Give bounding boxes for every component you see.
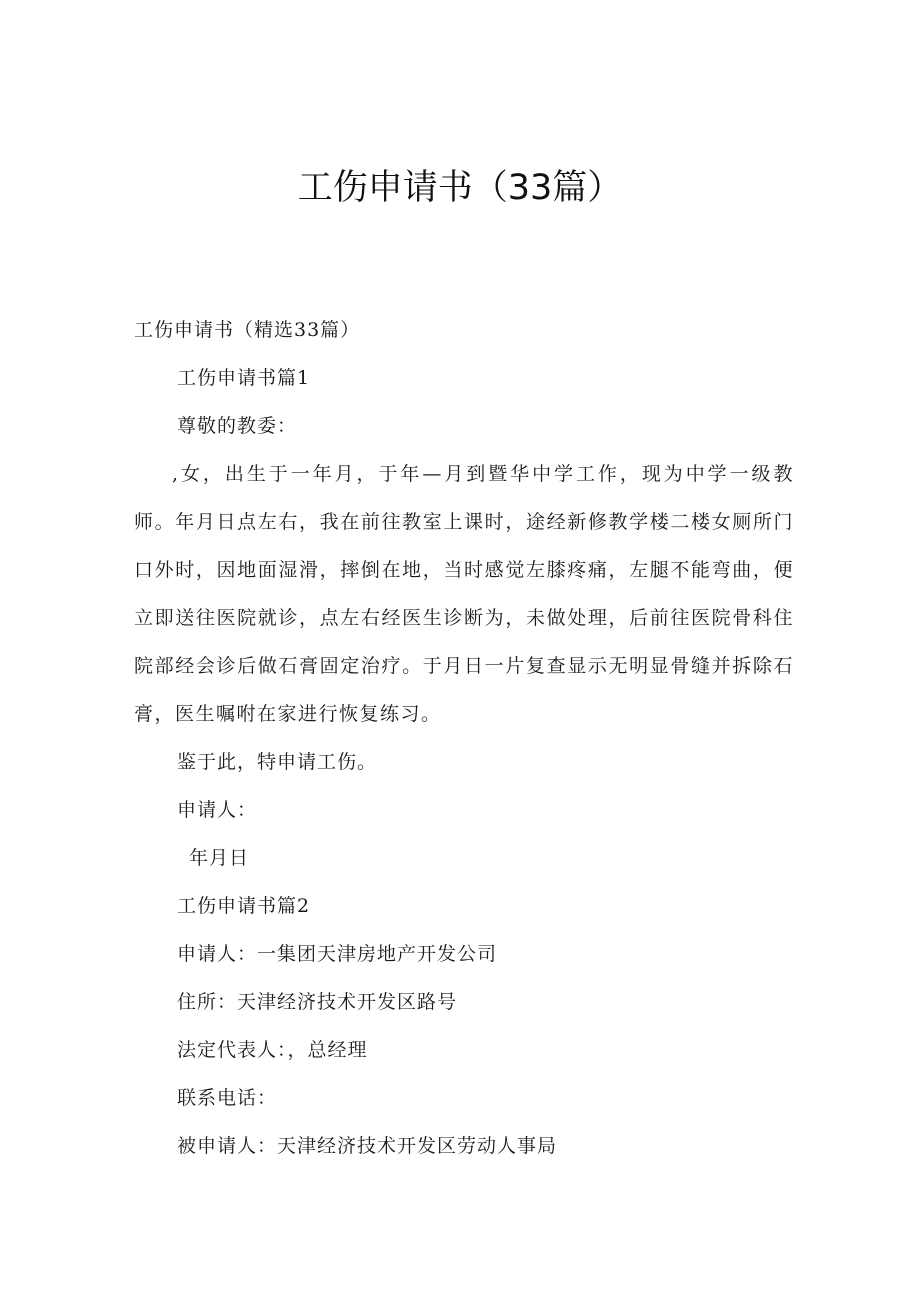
document-body bbox=[134, 306, 794, 1170]
section1-body: ,女，出生于一年月，于年—月到暨华中学工作，现为中学一级教师。年月日点左右，我在前往教室上课时，途经新修教学楼二楼女厕所门口外时，因地面湿滑，摔倒在地，当时感觉左膝疼痛，左腿不能弯曲，便立即送往医院就诊，点左右经医生诊断为，未做处理，后前往医院骨科住院部经会诊后做石膏固定治疗。于月日一片复查显示无明显骨缝并拆除石膏，医生嘱咐在家进行恢复练习。 bbox=[134, 463, 794, 725]
section2-address: 住所：天津经济技术开发区路号 bbox=[177, 991, 458, 1013]
section2-applicant: 申请人：一集团天津房地产开发公司 bbox=[177, 943, 498, 965]
section2-respondent: 被申请人：天津经济技术开发区劳动人事局 bbox=[177, 1135, 558, 1157]
section1-conclusion: 鉴于此，特申请工伤。 bbox=[177, 751, 378, 773]
section2-heading: 工伤申请书篇2 bbox=[177, 895, 311, 917]
section1-salutation: 尊敬的教委： bbox=[177, 415, 298, 437]
section1-applicant-label: 申请人： bbox=[177, 799, 258, 821]
section1-heading: 工伤申请书篇1 bbox=[177, 367, 311, 389]
document-title: 工伤申请书（33篇） bbox=[297, 168, 623, 208]
section2-phone: 联系电话： bbox=[177, 1087, 278, 1109]
document-subtitle: 工伤申请书（精选33篇） bbox=[134, 319, 361, 341]
section2-legal-representative: 法定代表人：，总经理 bbox=[177, 1039, 368, 1061]
section1-date: 年月日 bbox=[189, 847, 250, 869]
